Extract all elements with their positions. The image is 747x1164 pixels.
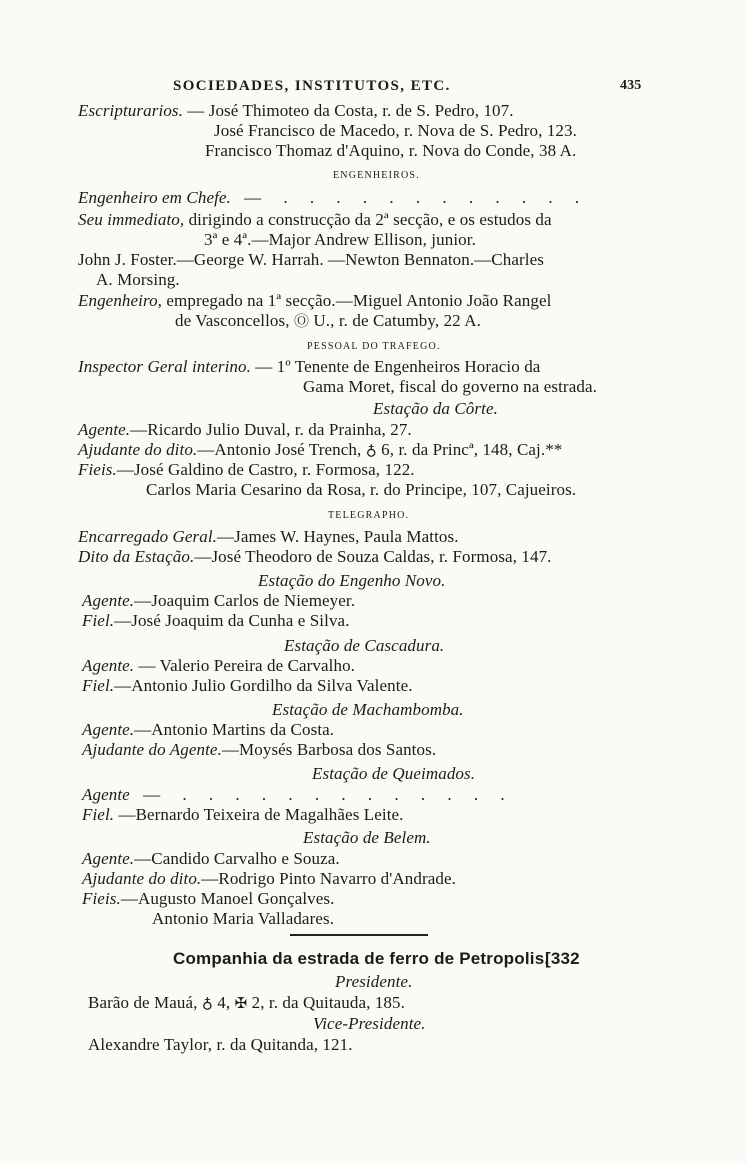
- entry-fieis: [78, 460, 415, 480]
- entry-text: —Antonio Julio Gordilho da Silva Valente.: [114, 676, 413, 695]
- entry-label: Fiel.: [82, 805, 115, 824]
- order-symbol-icon: ♁: [201, 996, 213, 1012]
- entry-label: Agente.: [82, 656, 135, 675]
- entry-text: dirigindo a construcção da 2ª secção, e os estudos da: [184, 210, 552, 229]
- company-ref: [332: [545, 949, 580, 968]
- entry-agente: [82, 720, 334, 740]
- entry-line: Carlos Maria Cesarino da Rosa, r. do Principe, 107, Cajueiros.: [146, 480, 577, 499]
- entry-text: —Joaquim Carlos de Niemeyer.: [134, 591, 356, 610]
- entry-text: 6, r. da Princª, 148, Caj.**: [376, 440, 563, 459]
- entry-fieis: [82, 889, 335, 909]
- entry-text: 4,: [212, 993, 235, 1012]
- entry-text: — . . . . . . . . . . . . .: [129, 785, 514, 804]
- order-symbol-icon: Ⓞ: [293, 314, 310, 330]
- vice-presidente-label: Vice-Presidente.: [313, 1014, 426, 1033]
- entry-inspector: [78, 357, 540, 377]
- entry-ajudante-agente: [82, 740, 436, 760]
- entry-text: —James W. Haynes, Paula Mattos.: [217, 527, 459, 546]
- entry-label: Agente: [82, 785, 130, 804]
- entry-line: Antonio Maria Valladares.: [152, 909, 335, 928]
- entry-text: —Bernardo Teixeira de Magalhães Leite.: [114, 805, 404, 824]
- entry-engenheiro-chefe: [78, 188, 588, 208]
- entry-label: Ajudante do dito.: [78, 440, 198, 459]
- entry-label: Fieis.: [78, 460, 117, 479]
- entry-text: —Ricardo Julio Duval, r. da Prainha, 27.: [130, 420, 412, 439]
- entry-text: — . . . . . . . . . . . .: [230, 188, 589, 207]
- entry-text: — Valerio Pereira de Carvalho.: [134, 656, 356, 675]
- entry-text: —José Theodoro de Souza Caldas, r. Formosa, 147.: [194, 547, 552, 566]
- page-header-title: SOCIEDADES, INSTITUTOS, ETC.: [173, 78, 451, 94]
- entry-seu-immediato: [78, 210, 552, 230]
- entry-text: —Augusto Manoel Gonçalves.: [120, 889, 335, 908]
- entry-label: Seu immediato,: [78, 210, 185, 229]
- entry-label: Escripturarios.: [78, 101, 183, 120]
- entry-label: Encarregado Geral.: [78, 527, 218, 546]
- entry-text: — 1º Tenente de Engenheiros Horacio da: [250, 357, 541, 376]
- entry-line: A. Morsing.: [96, 270, 180, 289]
- entry-label: Fiel.: [82, 676, 115, 695]
- entry-agente: [78, 420, 412, 440]
- entry-line: Francisco Thomaz d'Aquino, r. Nova do Conde, 38 A.: [205, 141, 577, 160]
- presidente-entry: [88, 993, 405, 1014]
- entry-line: [175, 311, 481, 332]
- entry-text: de Vasconcellos,: [175, 311, 294, 330]
- entry-engenheiro: [78, 291, 551, 311]
- entry-encarregado: [78, 527, 459, 547]
- entry-text: —José Joaquim da Cunha e Silva.: [114, 611, 350, 630]
- section-heading-pessoal: PESSOAL DO TRAFEGO.: [307, 341, 441, 352]
- entry-line: José Francisco de Macedo, r. Nova de S. Pedro, 123.: [214, 121, 577, 140]
- entry-text: —Candido Carvalho e Souza.: [134, 849, 340, 868]
- subheading-estacao-corte: Estação da Côrte.: [373, 399, 498, 418]
- entry-fiel: [82, 676, 413, 696]
- entry-text: —Antonio José Trench,: [197, 440, 366, 459]
- entry-text: —José Galdino de Castro, r. Formosa, 122.: [116, 460, 415, 479]
- entry-label: Fiel.: [82, 611, 115, 630]
- entry-label: Engenheiro em Chefe.: [78, 188, 231, 207]
- subheading-estacao-cascadura: Estação de Cascadura.: [284, 636, 445, 655]
- entry-text: — José Thimoteo da Costa, r. de S. Pedro, 107.: [182, 101, 514, 120]
- subheading-estacao-belem: Estação de Belem.: [303, 828, 431, 847]
- entry-label: Agente.: [82, 591, 135, 610]
- vice-presidente-entry: Alexandre Taylor, r. da Quitanda, 121.: [88, 1035, 353, 1054]
- entry-agente: [82, 849, 340, 869]
- subheading-estacao-queimados: Estação de Queimados.: [312, 764, 476, 783]
- section-heading-telegrapho: TELEGRAPHO.: [328, 510, 410, 521]
- entry-line: Gama Moret, fiscal do governo na estrada.: [303, 377, 597, 396]
- entry-fiel: [82, 611, 350, 631]
- entry-label: Ajudante do Agente.: [82, 740, 222, 759]
- entry-agente: [82, 656, 355, 676]
- entry-line: 3ª e 4ª.—Major Andrew Ellison, junior.: [204, 230, 476, 249]
- entry-label: Ajudante do dito.: [82, 869, 202, 888]
- entry-ajudante: [82, 869, 456, 889]
- page-number: 435: [620, 78, 642, 93]
- entry-escripturarios: [78, 101, 514, 121]
- entry-dito-estacao: [78, 547, 552, 567]
- entry-text: —Rodrigo Pinto Navarro d'Andrade.: [201, 869, 456, 888]
- entry-label: Engenheiro,: [78, 291, 163, 310]
- cross-symbol-icon: ✠: [234, 996, 248, 1012]
- entry-agente: [82, 591, 355, 611]
- section-heading-engenheiros: ENGENHEIROS.: [333, 170, 420, 181]
- entry-text: U., r. de Catumby, 22 A.: [309, 311, 481, 330]
- entry-ajudante: [78, 440, 562, 461]
- entry-text: empregado na 1ª secção.—Miguel Antonio João Rangel: [162, 291, 552, 310]
- order-symbol-icon: ♁: [365, 443, 377, 459]
- entry-text: —Moysés Barbosa dos Santos.: [221, 740, 437, 759]
- subheading-estacao-machambomba: Estação de Machambomba.: [272, 700, 464, 719]
- entry-text: —Antonio Martins da Costa.: [134, 720, 335, 739]
- entry-text: Barão de Mauá,: [88, 993, 202, 1012]
- entry-label: Dito da Estação.: [78, 547, 195, 566]
- entry-label: Inspector Geral interino.: [78, 357, 251, 376]
- entry-line: John J. Foster.—George W. Harrah. —Newton Bennaton.—Charles: [78, 250, 544, 269]
- entry-agente: [82, 785, 514, 805]
- entry-label: Agente.: [82, 720, 135, 739]
- entry-text: 2, r. da Quitauda, 185.: [247, 993, 405, 1012]
- entry-fiel: [82, 805, 404, 825]
- company-title: Companhia da estrada de ferro de Petropolis.: [173, 949, 550, 968]
- presidente-label: Presidente.: [335, 972, 413, 991]
- entry-label: Fieis.: [82, 889, 121, 908]
- entry-label: Agente.: [78, 420, 131, 439]
- subheading-estacao-engenho-novo: Estação do Engenho Novo.: [258, 571, 446, 590]
- entry-label: Agente.: [82, 849, 135, 868]
- section-divider: [290, 934, 428, 936]
